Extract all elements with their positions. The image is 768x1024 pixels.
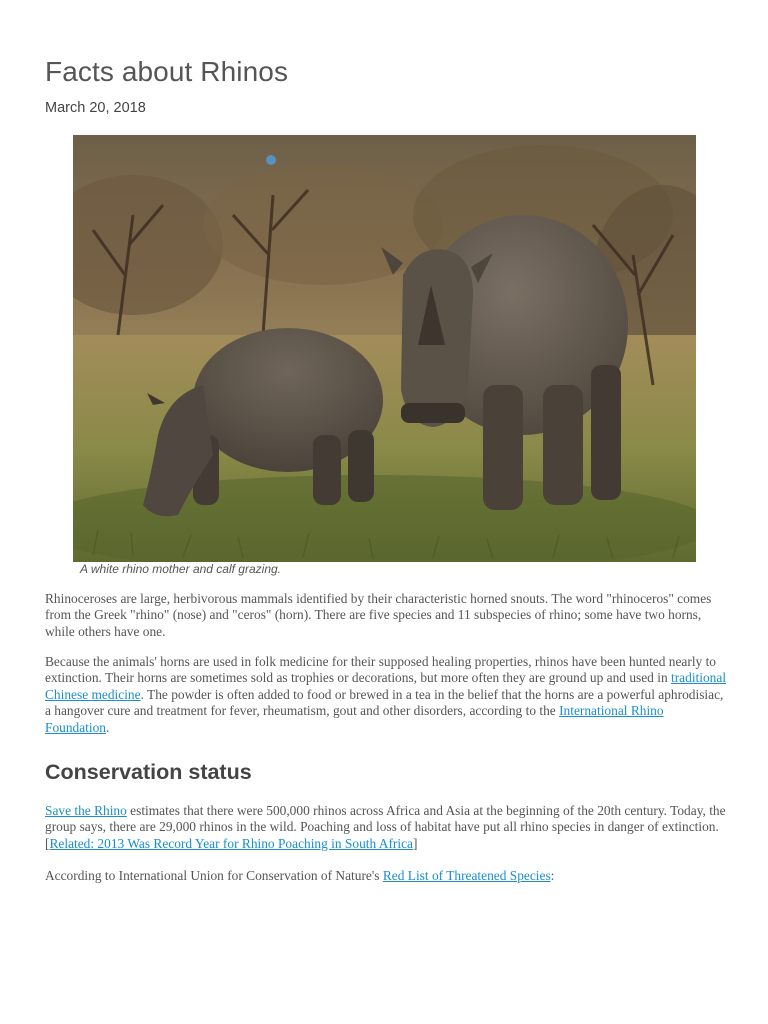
p4-text-2: : xyxy=(550,868,555,883)
section-heading: Conservation status xyxy=(45,760,252,784)
related-poaching-link[interactable]: Related: 2013 Was Record Year for Rhino Poaching in South Africa xyxy=(49,835,413,851)
image-caption: A white rhino mother and calf grazing. xyxy=(80,562,281,576)
international-rhino-foundation-link[interactable]: International Rhino Foundation xyxy=(45,703,664,735)
medicine-paragraph xyxy=(45,654,730,736)
p3-text-2: ] xyxy=(412,835,418,851)
conservation-paragraph xyxy=(45,803,730,852)
red-list-paragraph xyxy=(45,868,730,884)
red-list-link[interactable]: Red List of Threatened Species xyxy=(382,868,551,883)
article-title: Facts about Rhinos xyxy=(45,56,289,87)
rhino-photo-illustration xyxy=(73,135,696,562)
intro-paragraph: Rhinoceroses are large, herbivorous mammals identified by their characteristic horned snouts. The word "rhinoceros" comes from the Greek "rhino" (nose) and "ceros" (horn). There are five species and 11 subspecies of rhino; some have two horns, while others have one. xyxy=(45,591,712,639)
article-date: March 20, 2018 xyxy=(45,100,146,116)
p2-text-2: . The powder is often added to food or brewed in a tea in the belief that the horns are a powerful aphrodisiac, a hangover cure and treatment for fever, rheumatism, gout and other disorders, according to the xyxy=(45,686,724,719)
rhino-photo xyxy=(73,135,696,562)
p2-text-1: Because the animals' horns are used in folk medicine for their supposed healing properties, rhinos have been hunted nearly to extinction. Their horns are sometimes sold as trophies or decorations, but more often they are ground up and used in xyxy=(45,654,716,686)
p3-text-1: estimates that there were 500,000 rhinos across Africa and Asia at the beginning of the 20th century. Today, the group says, there are 29,000 rhinos in the wild. Poaching and loss of habitat have put all rhino species in danger of extinction. [ xyxy=(45,803,726,851)
p2-text-3: . xyxy=(106,719,110,735)
p4-text-1: According to International Union for Conservation of Nature's xyxy=(45,868,383,883)
save-the-rhino-link[interactable]: Save the Rhino xyxy=(45,803,127,818)
traditional-chinese-medicine-link[interactable]: traditional Chinese medicine xyxy=(45,670,727,702)
